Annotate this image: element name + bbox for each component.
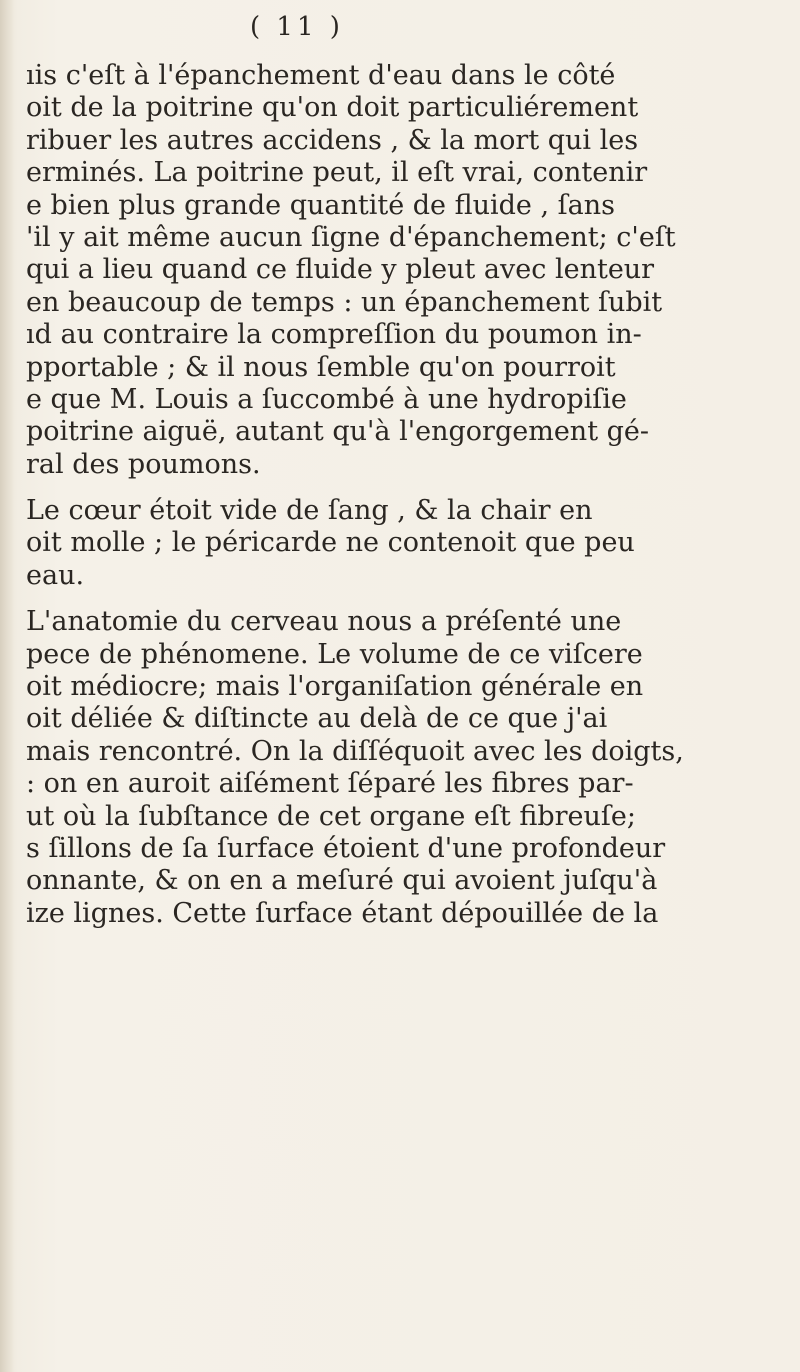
text-line: poitrine aiguë, autant qu'à l'engorgement gé- — [26, 416, 650, 448]
text-line: ize lignes. Cette ſurface étant dépouillée de la — [26, 897, 659, 929]
paragraph-gap — [26, 481, 746, 495]
text-line: ral des poumons. — [26, 448, 261, 480]
text-line: e bien plus grande quantité de fluide , ſans — [26, 189, 615, 221]
text-line: qui a lieu quand ce fluide y pleut avec lenteur — [26, 254, 655, 286]
text-line: : on en auroit aiſément ſéparé les fibres par- — [26, 768, 634, 800]
binding-gutter — [0, 0, 14, 1372]
text-line: Le cœur étoit vide de ſang , & la chair en — [26, 495, 593, 527]
text-line: oit médiocre; mais l'organiſation générale en — [26, 671, 644, 703]
text-line: ıis c'eſt à l'épanchement d'eau dans le côté — [26, 60, 616, 91]
text-line: oit de la poitrine qu'on doit particuliérement — [26, 92, 639, 124]
text-line: mais rencontré. On la diſſéquoit avec les doigts, — [26, 735, 684, 767]
text-line: erminés. La poitrine peut, il eſt vrai, contenir — [26, 157, 648, 189]
text-line: oit molle ; le péricarde ne contenoit que peu — [26, 527, 635, 559]
text-line: oit déliée & diſtincte au delà de ce que j'ai — [26, 703, 608, 735]
text-line: pportable ; & il nous ſemble qu'on pourroit — [26, 351, 616, 383]
text-line: 'il y ait même aucun ſigne d'épanchement; c'eſt — [26, 221, 676, 253]
paragraph-1 — [26, 60, 746, 481]
page-number: ( 11 ) — [250, 12, 344, 42]
text-line: ıd au contraire la compreſſion du poumon in- — [26, 319, 642, 351]
text-line: e que M. Louis a ſuccombé à une hydropiſie — [26, 383, 627, 415]
body-text — [26, 60, 746, 930]
text-line: onnante, & on en a meſuré qui avoient juſqu'à — [26, 865, 658, 897]
paragraph-2 — [26, 495, 746, 592]
text-line: pece de phénomene. Le volume de ce viſcere — [26, 638, 643, 670]
text-line: s ſillons de ſa ſurface étoient d'une profondeur — [26, 832, 666, 864]
text-line: L'anatomie du cerveau nous a préſenté une — [26, 606, 622, 638]
text-line: en beaucoup de temps : un épanchement ſubit — [26, 286, 663, 318]
text-line: ut où la ſubſtance de cet organe eſt fibreuſe; — [26, 800, 636, 832]
paragraph-3 — [26, 606, 746, 930]
text-line: eau. — [26, 559, 85, 591]
paragraph-gap — [26, 592, 746, 606]
text-line: ribuer les autres accidens , & la mort qui les — [26, 124, 639, 156]
